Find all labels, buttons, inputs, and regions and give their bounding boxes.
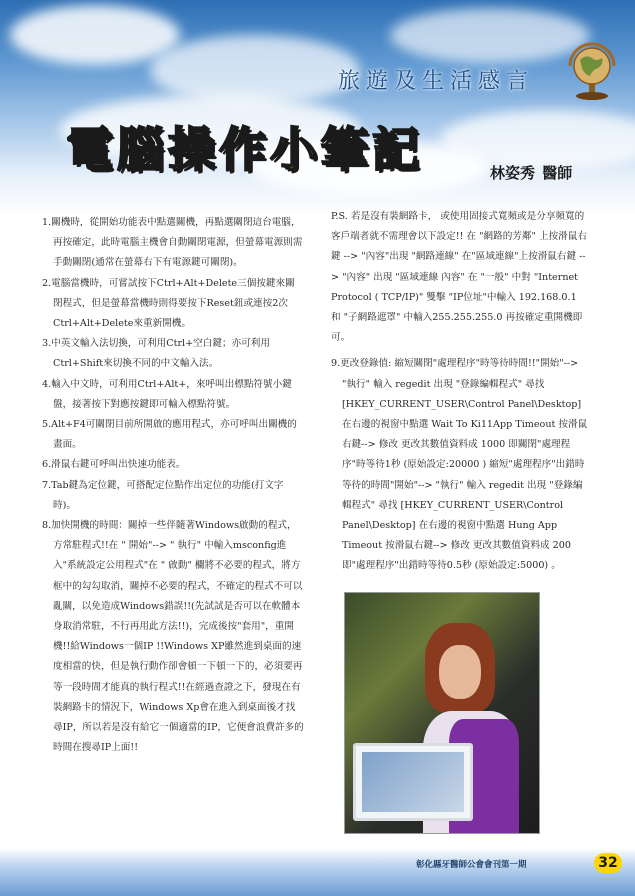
footer-publication: 彰化縣牙醫師公會會刊第一期: [416, 860, 527, 870]
tip-item-9: 9.更改登錄值: 縮短關閉"處理程序"時等待時間!!"開始"--> "執行" 輸入 regedit 出現 "登錄編輯程式" 尋找 [HKEY_CURRENT_USER\Control Panel\Desktop] 在右邊的視窗中點選 Wait To Ki11App Timeout 按滑鼠右鍵--> 修改 更改其數值資料成 1000 即關閉"處理程序"時等待1秒 (原始設定:20000 ) 縮短"處理程序"出錯時等待的時間"開始"--> "執行" 輸入 regedit 出現 "登錄編輯程式" 尋找 [HKEY_CURRENT_USER\Control Panel\Desktop] 在右邊的視窗中點選 Hung App Timeout 按滑鼠右鍵--> 修改 更改其數值資料成 200 即"處理程序"出錯時等待0.5秒 (原始設定:5000) 。: [331, 358, 588, 572]
globe-icon: [564, 38, 620, 102]
cloud: [150, 35, 360, 105]
tip-item-1: 1.關機時，從開始功能表中點選關機，再點選關閉這台電腦，再按確定，此時電腦主機會自動關閉電源，但螢幕電源則需手動關閉(通常在螢幕右下有電源鍵可關閉)。: [42, 217, 303, 269]
ps-paragraph: P.S. 若是沒有裝網路卡， 或使用固接式寬頻或是分享頻寬的客戶端者就不需理會以下設定!! 在 "網路的芳鄰" 上按滑鼠右鍵 --> "內容"出現 "網路連線" 在"區域連線"上按滑鼠右鍵 --> "內容" 出現 "區域連線 內容" 在 "一般" 中對 "Internet Protocol ( TCP/IP)" 雙擊 "IP位址"中輸入 192.168.0.1 和 "子網路遮罩" 中輸入255.255.255.0 再按確定重開機即可。: [331, 211, 587, 344]
page-title: 電腦操作小筆記: [66, 123, 423, 178]
author-role: 醫師: [542, 164, 573, 182]
right-column: [331, 207, 589, 577]
photo-laptop: [353, 743, 473, 821]
page-number: 32: [594, 853, 622, 873]
tip-item-7: 7.Tab鍵為定位鍵，可搭配定位點作出定位的功能(打文字時)。: [42, 479, 284, 511]
footer-band: [0, 848, 635, 896]
tip-item-4: 4.輸入中文時，可利用Ctrl+Alt+，來呼叫出標點符號小鍵盤，接著按下對應按鍵即可輸入標點符號。: [42, 378, 292, 410]
tip-item-6: 6.滑鼠右鍵可呼叫出快速功能表。: [42, 459, 186, 471]
tip-item-2: 2.電腦當機時，可嘗試按下Ctrl+Alt+Delete三個按鍵來關閉程式，但是螢幕當機時則得要按下Reset鈕或連按2次Ctrl+Alt+Delete來重新開機。: [42, 277, 295, 330]
tip-item-3: 3.中英文輸入法切換，可利用Ctrl+空白鍵；亦可利用Ctrl+Shift來切換不同的中文輸入法。: [42, 338, 270, 370]
left-column: [42, 213, 304, 758]
photo-woman-laptop: [344, 592, 540, 834]
cloud: [390, 8, 590, 63]
tip-item-8: 8.加快開機的時間：關掉一些伴隨著Windows啟動的程式，方常駐程式!!在 " 開始"--> " 執行" 中輸入msconfig進入"系統設定公用程式"在 " 啟動" 欄將不必要的程式，將方框中的勾勾取消，關掉不必要的程式，不確定的程式不可以亂關，以免造成Windows錯誤!!(先試試是否可以在軟體本身取消常駐，不行再用此方法!!)，完成後按"套用"，重開機!!給Windows一個IP !!Windows XP雖然進到桌面的速度相當的快，但是執行動作卻會頓一下頓一下的，必須要再等一段時間才能真的執行程式!!在經過查證之下，發現在有裝網路卡的情況下，Windows Xp會在進入到桌面後才找尋IP，所以若是沒有給它一個適當的IP，它便會浪費許多的時間在搜尋IP上面!!: [42, 520, 304, 754]
cloud: [10, 5, 180, 65]
section-label: 旅遊及生活感言: [338, 69, 535, 94]
author-name: 林姿秀: [490, 164, 536, 182]
author: [490, 162, 574, 183]
photo-face: [439, 645, 481, 699]
tip-item-5: 5.Alt+F4可關閉目前所開啟的應用程式，亦可呼叫出關機的畫面。: [42, 419, 297, 451]
